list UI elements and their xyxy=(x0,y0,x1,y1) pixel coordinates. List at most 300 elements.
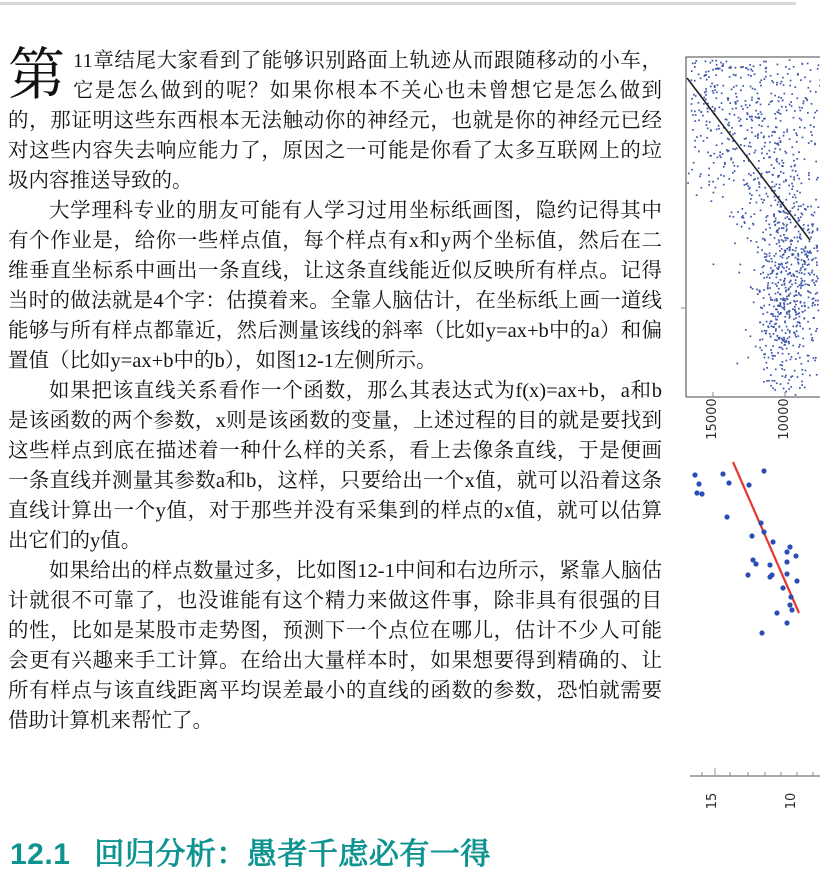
scatter-point xyxy=(772,345,774,347)
scatter-point xyxy=(730,159,732,161)
scatter-point xyxy=(735,93,737,95)
scatter-point xyxy=(754,269,756,271)
scatter-point xyxy=(693,162,695,164)
scatter-point xyxy=(788,294,790,296)
scatter-point xyxy=(780,298,782,300)
scatter-point xyxy=(789,138,791,140)
scatter-point xyxy=(752,70,754,72)
scatter-point xyxy=(745,104,747,106)
x-tick-label: 15 xyxy=(705,792,720,810)
scatter-point xyxy=(817,304,819,306)
scatter-point xyxy=(757,135,759,137)
scatter-point xyxy=(803,224,805,226)
scatter-point xyxy=(776,319,778,321)
scatter-point xyxy=(729,216,731,218)
scatter-point xyxy=(810,206,812,208)
scatter-point xyxy=(800,287,802,289)
scatter-point xyxy=(811,280,813,282)
scatter-point xyxy=(791,240,793,242)
scatter-point xyxy=(794,301,796,303)
scatter-point xyxy=(778,241,780,243)
scatter-point xyxy=(759,186,761,188)
scatter-point xyxy=(795,317,797,319)
scatter-point xyxy=(774,131,776,133)
scatter-point xyxy=(802,137,804,139)
scatter-point xyxy=(808,87,810,89)
scatter-point xyxy=(807,284,809,286)
scatter-point xyxy=(783,181,785,183)
scatter-point xyxy=(793,319,795,321)
scatter-point xyxy=(764,78,766,80)
scatter-point xyxy=(769,141,771,143)
scatter-point xyxy=(776,84,778,86)
scatter-point xyxy=(808,142,810,144)
scatter-point xyxy=(784,559,789,564)
scatter-point xyxy=(785,66,787,68)
scatter-point xyxy=(710,62,712,64)
scatter-point xyxy=(755,135,757,137)
scatter-point xyxy=(795,336,797,338)
scatter-point xyxy=(724,514,729,519)
scatter-point xyxy=(727,99,729,101)
scatter-point xyxy=(743,217,745,219)
scatter-point xyxy=(749,116,751,118)
scatter-point xyxy=(811,259,813,261)
scatter-point xyxy=(790,244,792,246)
scatter-point xyxy=(782,100,784,102)
body-text-column xyxy=(8,46,662,736)
scatter-point xyxy=(737,211,739,213)
scatter-point xyxy=(727,98,729,100)
scatter-point xyxy=(804,302,806,304)
scatter-point xyxy=(798,308,800,310)
section-number: 12.1 xyxy=(10,838,71,871)
scatter-point xyxy=(735,103,737,105)
scatter-point xyxy=(789,250,791,252)
scatter-point xyxy=(801,369,803,371)
scatter-point xyxy=(782,348,784,350)
scatter-point xyxy=(796,237,798,239)
scatter-point xyxy=(797,254,799,256)
scatter-point xyxy=(781,106,783,108)
scatter-point xyxy=(797,190,799,192)
scatter-point xyxy=(793,295,795,297)
scatter-point xyxy=(723,184,725,186)
scatter-point xyxy=(765,345,767,347)
scatter-point xyxy=(750,336,752,338)
scatter-point xyxy=(781,227,783,229)
scatter-point xyxy=(790,222,792,224)
scatter-point xyxy=(762,313,764,315)
scatter-point xyxy=(786,228,788,230)
scatter-point xyxy=(793,206,795,208)
scatter-point xyxy=(809,274,811,276)
scatter-point xyxy=(757,137,759,139)
scatter-point xyxy=(787,338,789,340)
scatter-point xyxy=(728,178,730,180)
scatter-point xyxy=(807,206,809,208)
scatter-point xyxy=(716,92,718,94)
scatter-point xyxy=(749,202,751,204)
scatter-point xyxy=(713,92,715,94)
scatter-point xyxy=(770,385,772,387)
scatter-point xyxy=(809,250,811,252)
figure-middle-scatter xyxy=(680,450,799,830)
scatter-point xyxy=(797,321,799,323)
scatter-point xyxy=(706,79,708,81)
scatter-point xyxy=(764,357,766,359)
scatter-point xyxy=(798,312,800,314)
scatter-point xyxy=(786,224,788,226)
scatter-point xyxy=(773,270,775,272)
scatter-point xyxy=(801,252,803,254)
scatter-point xyxy=(729,102,731,104)
scatter-point xyxy=(791,356,793,358)
scatter-point xyxy=(761,148,763,150)
scatter-point xyxy=(791,264,793,266)
scatter-point xyxy=(756,202,758,204)
scatter-point xyxy=(756,289,758,291)
scatter-point xyxy=(766,193,768,195)
scatter-point xyxy=(818,310,820,312)
scatter-point xyxy=(778,305,780,307)
scatter-point xyxy=(782,297,784,299)
scatter-point xyxy=(786,237,788,239)
scatter-point xyxy=(758,182,760,184)
paragraph-text: 11章结尾大家看到了能够识别路面上轨迹从而跟随移动的小车，它是怎么做到的呢？如果你根本不关心也未曾想它是怎么做到的，那证明这些东西根本无法触动你的神经元，也就是你的神经元已经对这些内容失去响应能力了，原因之一可能是你看了太多互联网上的垃圾内容推送导致的。 xyxy=(8,50,662,192)
scatter-point xyxy=(777,282,779,284)
x-tick-label: 10 xyxy=(784,792,799,810)
scatter-point xyxy=(815,257,817,259)
scatter-point xyxy=(757,113,759,115)
scatter-point xyxy=(794,310,796,312)
scatter-point xyxy=(794,86,796,88)
scatter-point xyxy=(766,256,768,258)
scatter-point xyxy=(733,148,735,150)
scatter-point xyxy=(817,229,819,231)
scatter-point xyxy=(762,232,764,234)
scatter-point xyxy=(761,529,766,534)
scatter-point xyxy=(783,162,785,164)
scatter-point xyxy=(782,375,784,377)
scatter-point xyxy=(798,220,800,222)
scatter-point xyxy=(757,246,759,248)
scatter-point xyxy=(721,70,723,72)
scatter-point xyxy=(786,230,788,232)
scatter-point xyxy=(816,264,818,266)
scatter-point xyxy=(808,355,810,357)
scatter-point xyxy=(760,111,762,113)
scatter-point xyxy=(797,352,799,354)
scatter-point xyxy=(778,268,780,270)
scatter-point xyxy=(781,342,783,344)
scatter-point xyxy=(792,249,794,251)
scatter-point xyxy=(749,64,751,66)
scatter-point xyxy=(726,149,728,151)
scatter-point xyxy=(799,316,801,318)
top-scatter-plot xyxy=(680,50,820,450)
scatter-point xyxy=(702,115,704,117)
scatter-point xyxy=(807,225,809,227)
scatter-point xyxy=(814,247,816,249)
scatter-point xyxy=(707,152,709,154)
paragraph: 如果把该直线关系看作一个函数，那么其表达式为f(x)=ax+b，a和b是该函数的两个参数，x则是该函数的变量，上述过程的目的就是要找到这些样点到底在描述着一种什么样的关系，看上去像条直线，于是便画一条直线并测量其参数a和b，这样，只要给出一个x值，就可以沿着这条直线计算出一个y值，对于那些并没有采集到的样点的x值，就可以估算出它们的y值。 xyxy=(8,380,662,552)
scatter-point xyxy=(790,241,792,243)
scatter-point xyxy=(691,169,693,171)
scatter-point xyxy=(778,144,780,146)
scatter-point xyxy=(764,146,766,148)
scatter-point xyxy=(775,218,777,220)
scatter-point xyxy=(771,320,773,322)
section-title: 回归分析：愚者千虑必有一得 xyxy=(94,838,491,871)
scatter-point xyxy=(719,155,721,157)
scatter-point xyxy=(716,129,718,131)
scatter-point xyxy=(772,174,774,176)
scatter-point xyxy=(704,92,706,94)
scatter-point xyxy=(711,83,713,85)
scatter-point xyxy=(813,357,815,359)
scatter-point xyxy=(755,110,757,112)
scatter-point xyxy=(757,117,759,119)
scatter-point xyxy=(774,610,779,615)
scatter-point xyxy=(729,76,731,78)
scatter-point xyxy=(779,347,781,349)
scatter-point xyxy=(763,137,765,139)
scatter-point xyxy=(760,273,762,275)
scatter-point xyxy=(705,61,707,63)
scatter-point xyxy=(692,472,697,477)
scatter-point xyxy=(785,239,787,241)
scatter-point xyxy=(714,89,716,91)
scatter-point xyxy=(699,176,701,178)
scatter-point xyxy=(802,285,804,287)
scatter-point xyxy=(799,107,801,109)
x-tick-label: 15000 xyxy=(705,398,720,440)
scatter-point xyxy=(754,73,756,75)
scatter-point xyxy=(804,387,806,389)
scatter-point xyxy=(794,237,796,239)
scatter-point xyxy=(778,338,780,340)
scatter-point xyxy=(715,74,717,76)
scatter-point xyxy=(717,157,719,159)
scatter-point xyxy=(816,262,818,264)
scatter-point xyxy=(771,181,773,183)
scatter-point xyxy=(796,135,798,137)
scatter-point xyxy=(736,223,738,225)
scatter-point xyxy=(736,147,738,149)
scatter-point xyxy=(765,67,767,69)
scatter-point xyxy=(808,307,810,309)
scatter-point xyxy=(795,247,797,249)
scatter-point xyxy=(721,132,723,134)
scatter-point xyxy=(751,99,753,101)
scatter-point xyxy=(762,266,764,268)
scatter-point xyxy=(809,328,811,330)
scatter-point xyxy=(748,69,750,71)
scatter-point xyxy=(763,324,765,326)
scatter-point xyxy=(740,125,742,127)
scatter-point xyxy=(800,205,802,207)
scatter-point xyxy=(783,337,785,339)
scatter-point xyxy=(729,131,731,133)
scatter-point xyxy=(723,166,725,168)
scatter-point xyxy=(733,86,735,88)
scatter-point xyxy=(745,100,747,102)
scatter-point xyxy=(741,105,743,107)
scatter-point xyxy=(745,572,750,577)
scatter-point xyxy=(815,91,817,93)
scatter-point xyxy=(795,197,797,199)
scatter-point xyxy=(795,290,797,292)
scatter-point xyxy=(801,280,803,282)
scatter-point xyxy=(692,114,694,116)
scatter-point xyxy=(751,116,753,118)
scatter-point xyxy=(691,70,693,72)
scatter-point xyxy=(750,146,752,148)
scatter-point xyxy=(775,308,777,310)
scatter-point xyxy=(747,237,749,239)
scatter-point xyxy=(787,262,789,264)
scatter-point xyxy=(796,330,798,332)
scatter-point xyxy=(770,101,772,103)
scatter-point xyxy=(748,173,750,175)
scatter-point xyxy=(731,212,733,214)
scatter-point xyxy=(786,216,788,218)
scatter-point xyxy=(792,170,794,172)
scatter-point xyxy=(745,212,747,214)
scatter-point xyxy=(769,323,771,325)
scatter-point xyxy=(691,103,693,105)
scatter-point xyxy=(688,173,690,175)
scatter-point xyxy=(778,175,780,177)
scatter-point xyxy=(758,520,763,525)
scatter-point xyxy=(793,66,795,68)
scatter-point xyxy=(778,222,780,224)
scatter-point xyxy=(753,172,755,174)
scatter-point xyxy=(798,231,800,233)
scatter-point xyxy=(792,308,794,310)
scatter-point xyxy=(810,124,812,126)
scatter-point xyxy=(812,215,814,217)
scatter-point xyxy=(789,193,791,195)
scatter-point xyxy=(785,391,787,393)
scatter-point xyxy=(784,316,786,318)
scatter-point xyxy=(727,124,729,126)
scatter-point xyxy=(780,206,782,208)
scatter-point xyxy=(749,193,751,195)
scatter-point xyxy=(816,292,818,294)
scatter-point xyxy=(812,225,814,227)
scatter-point xyxy=(763,354,765,356)
scatter-point xyxy=(816,179,818,181)
scatter-point xyxy=(737,165,739,167)
paragraph xyxy=(8,46,662,196)
scatter-point xyxy=(795,394,797,396)
scatter-point xyxy=(808,284,810,286)
scatter-point xyxy=(751,194,753,196)
scatter-point xyxy=(733,74,735,76)
scatter-point xyxy=(816,245,818,247)
scatter-point xyxy=(788,268,790,270)
scatter-point xyxy=(772,282,774,284)
scatter-point xyxy=(810,292,812,294)
scatter-point xyxy=(712,90,714,92)
scatter-point xyxy=(776,184,778,186)
scatter-point xyxy=(733,216,735,218)
scatter-point xyxy=(752,288,754,290)
scatter-point xyxy=(810,131,812,133)
scatter-point xyxy=(815,199,817,201)
scatter-point xyxy=(776,127,778,129)
scatter-point xyxy=(781,81,783,83)
scatter-point xyxy=(793,202,795,204)
scatter-point xyxy=(812,305,814,307)
scatter-point xyxy=(769,156,771,158)
scatter-point xyxy=(769,244,771,246)
scatter-point xyxy=(791,93,793,95)
scatter-point xyxy=(708,174,710,176)
scatter-point xyxy=(773,221,775,223)
scatter-point xyxy=(785,375,787,377)
scatter-point xyxy=(728,122,730,124)
scatter-point xyxy=(771,272,773,274)
scatter-point xyxy=(767,326,769,328)
scatter-point xyxy=(774,237,776,239)
scatter-point xyxy=(794,194,796,196)
scatter-point xyxy=(755,346,757,348)
scatter-point xyxy=(788,314,790,316)
scatter-point xyxy=(760,132,762,134)
scatter-point xyxy=(732,134,734,136)
scatter-point xyxy=(744,138,746,140)
scatter-point xyxy=(784,309,786,311)
scatter-point xyxy=(758,116,760,118)
scatter-point xyxy=(783,132,785,134)
scatter-point xyxy=(804,158,806,160)
scatter-point xyxy=(694,66,696,68)
scatter-point xyxy=(696,194,698,196)
scatter-point xyxy=(791,146,793,148)
scatter-point xyxy=(802,311,804,313)
scatter-point xyxy=(797,209,799,211)
scatter-point xyxy=(747,129,749,131)
scatter-point xyxy=(783,84,785,86)
scatter-point xyxy=(792,186,794,188)
scatter-point xyxy=(722,109,724,111)
scatter-point xyxy=(784,251,786,253)
scatter-point xyxy=(808,228,810,230)
scatter-point xyxy=(801,183,803,185)
scatter-point xyxy=(817,177,819,179)
scatter-point xyxy=(789,310,791,312)
scatter-point xyxy=(774,151,776,153)
scatter-point xyxy=(798,151,800,153)
scatter-point xyxy=(796,300,798,302)
scatter-point xyxy=(804,261,806,263)
scatter-point xyxy=(754,213,756,215)
scatter-point xyxy=(811,103,813,105)
scatter-point xyxy=(740,119,742,121)
scatter-point xyxy=(774,355,776,357)
scatter-point xyxy=(769,277,771,279)
scatter-point xyxy=(705,91,707,93)
scatter-point xyxy=(787,73,789,75)
scatter-point xyxy=(694,146,696,148)
scatter-point xyxy=(717,178,719,180)
scatter-point xyxy=(767,196,769,198)
scatter-point xyxy=(712,69,714,71)
scatter-point xyxy=(803,204,805,206)
